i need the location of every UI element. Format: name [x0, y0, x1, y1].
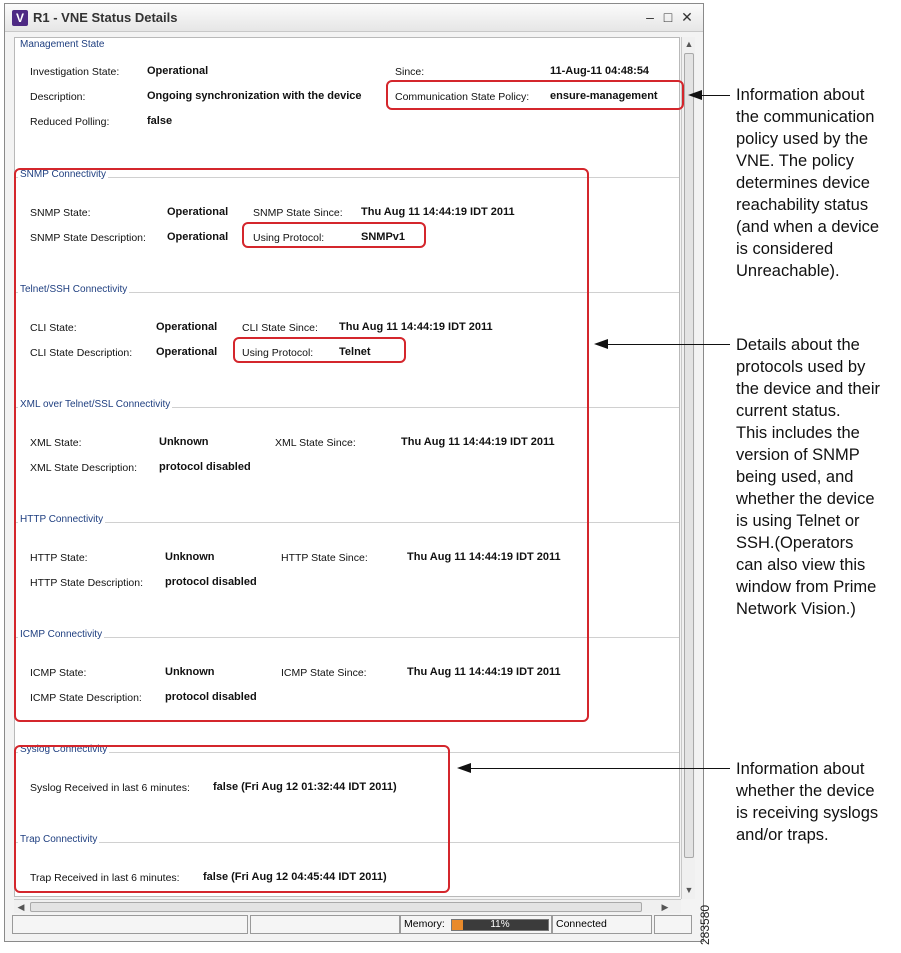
- snmp-state-value: Operational: [167, 206, 229, 218]
- icmp-since-label: ICMP State Since:: [281, 667, 367, 679]
- cli-description-label: CLI State Description:: [30, 347, 133, 359]
- syslog-received-value: false (Fri Aug 12 01:32:44 IDT 2011): [213, 781, 397, 793]
- trap-received-value: false (Fri Aug 12 04:45:44 IDT 2011): [203, 871, 387, 883]
- investigation-state-value: Operational: [147, 65, 209, 77]
- status-cell-empty-1: [12, 915, 248, 934]
- app-logo-icon: V: [12, 10, 28, 26]
- http-description-value: protocol disabled: [165, 576, 257, 588]
- syslog-legend: Syslog Connectivity: [20, 744, 108, 755]
- cli-state-label: CLI State:: [30, 322, 77, 334]
- icmp-state-value: Unknown: [165, 666, 215, 678]
- xml-legend: XML over Telnet/SSL Connectivity: [20, 399, 171, 410]
- snmp-since-label: SNMP State Since:: [253, 207, 343, 219]
- communication-policy-value: ensure-management: [550, 90, 658, 102]
- http-state-label: HTTP State:: [30, 552, 88, 564]
- maximize-icon[interactable]: □: [663, 9, 673, 25]
- icmp-description-value: protocol disabled: [165, 691, 257, 703]
- icmp-state-label: ICMP State:: [30, 667, 87, 679]
- protocols-arrow-line: [607, 344, 730, 345]
- scroll-up-icon[interactable]: ▲: [684, 39, 694, 49]
- syslog-arrow-line: [470, 768, 730, 769]
- scroll-left-icon[interactable]: ◀: [17, 902, 25, 912]
- trap-legend: Trap Connectivity: [20, 834, 98, 845]
- xml-state-value: Unknown: [159, 436, 209, 448]
- syslog-received-label: Syslog Received in last 6 minutes:: [30, 782, 190, 794]
- xml-since-value: Thu Aug 11 14:44:19 IDT 2011: [401, 436, 555, 448]
- icmp-since-value: Thu Aug 11 14:44:19 IDT 2011: [407, 666, 561, 678]
- policy-arrowhead-icon: [688, 90, 702, 100]
- investigation-state-label: Investigation State:: [30, 66, 120, 78]
- horizontal-scrollbar[interactable]: [14, 899, 681, 913]
- scroll-down-icon[interactable]: ▼: [684, 885, 694, 895]
- since-label: Since:: [395, 66, 425, 78]
- snmp-legend: SNMP Connectivity: [20, 169, 106, 180]
- policy-annotation: Information about the communication policy used by the VNE. The policy determines device reachability status (and when a device is considered Unreachable).: [736, 86, 880, 280]
- protocols-arrowhead-icon: [594, 339, 608, 349]
- http-description-label: HTTP State Description:: [30, 577, 144, 589]
- cli-since-label: CLI State Since:: [242, 322, 318, 334]
- policy-arrow-line: [700, 95, 730, 96]
- close-icon[interactable]: ✕: [681, 9, 693, 25]
- description-label: Description:: [30, 91, 86, 103]
- protocols-highlight-box: [14, 168, 589, 722]
- status-cell-empty-3: [654, 915, 692, 934]
- snmp-state-label: SNMP State:: [30, 207, 91, 219]
- cli-protocol-label: Using Protocol:: [242, 347, 314, 359]
- http-state-value: Unknown: [165, 551, 215, 563]
- scroll-right-icon[interactable]: ▶: [661, 902, 669, 912]
- status-cell-empty-2: [250, 915, 400, 934]
- connection-status-text: Connected: [556, 918, 607, 930]
- description-value: Ongoing synchronization with the device: [147, 90, 362, 102]
- management-state-legend: Management State: [20, 39, 105, 50]
- window-title: R1 - VNE Status Details: [33, 10, 178, 25]
- http-legend: HTTP Connectivity: [20, 514, 104, 525]
- policy-highlight-box: [386, 80, 684, 110]
- snmp-description-label: SNMP State Description:: [30, 232, 146, 244]
- xml-since-label: XML State Since:: [275, 437, 356, 449]
- http-since-label: HTTP State Since:: [281, 552, 368, 564]
- reduced-polling-value: false: [147, 115, 173, 127]
- cli-since-value: Thu Aug 11 14:44:19 IDT 2011: [339, 321, 493, 333]
- vertical-scroll-thumb[interactable]: [684, 53, 694, 858]
- minimize-icon[interactable]: –: [646, 9, 654, 25]
- snmp-since-value: Thu Aug 11 14:44:19 IDT 2011: [361, 206, 515, 218]
- title-bar[interactable]: [5, 4, 703, 32]
- memory-bar: [451, 919, 549, 931]
- http-since-value: Thu Aug 11 14:44:19 IDT 2011: [407, 551, 561, 563]
- xml-state-label: XML State:: [30, 437, 82, 449]
- icmp-legend: ICMP Connectivity: [20, 629, 103, 640]
- memory-percent: 11%: [490, 919, 510, 930]
- telnet-protocol-highlight-box: [233, 337, 406, 363]
- snmp-description-value: Operational: [167, 231, 229, 243]
- horizontal-scroll-thumb[interactable]: [30, 902, 642, 912]
- icmp-description-label: ICMP State Description:: [30, 692, 142, 704]
- vertical-scrollbar[interactable]: [681, 37, 695, 899]
- cli-protocol-value: Telnet: [339, 346, 371, 358]
- connection-status: [552, 915, 652, 934]
- trap-received-label: Trap Received in last 6 minutes:: [30, 872, 180, 884]
- reduced-polling-label: Reduced Polling:: [30, 116, 110, 128]
- telnet-ssh-legend: Telnet/SSH Connectivity: [20, 284, 128, 295]
- syslog-trap-highlight-box: [14, 745, 450, 893]
- cli-description-value: Operational: [156, 346, 218, 358]
- snmp-protocol-value: SNMPv1: [361, 231, 406, 243]
- snmp-protocol-highlight-box: [242, 222, 426, 248]
- xml-description-label: XML State Description:: [30, 462, 137, 474]
- figure-id: 283580: [698, 904, 712, 945]
- xml-description-value: protocol disabled: [159, 461, 251, 473]
- syslog-arrowhead-icon: [457, 763, 471, 773]
- status-bar: [4, 913, 694, 935]
- since-value: 11-Aug-11 04:48:54: [550, 65, 650, 77]
- snmp-protocol-label: Using Protocol:: [253, 232, 325, 244]
- cli-state-value: Operational: [156, 321, 218, 333]
- protocols-annotation: Details about the protocols used by the device and their current status. This includes the version of SNMP being used, and whether the device is using Telnet or SSH.(Operators can also view this window from Prime Network Vision.): [736, 336, 881, 618]
- syslog-annotation: Information about whether the device is receiving syslogs and/or traps.: [736, 760, 879, 844]
- communication-policy-label: Communication State Policy:: [395, 91, 530, 103]
- memory-label: Memory:: [404, 918, 445, 930]
